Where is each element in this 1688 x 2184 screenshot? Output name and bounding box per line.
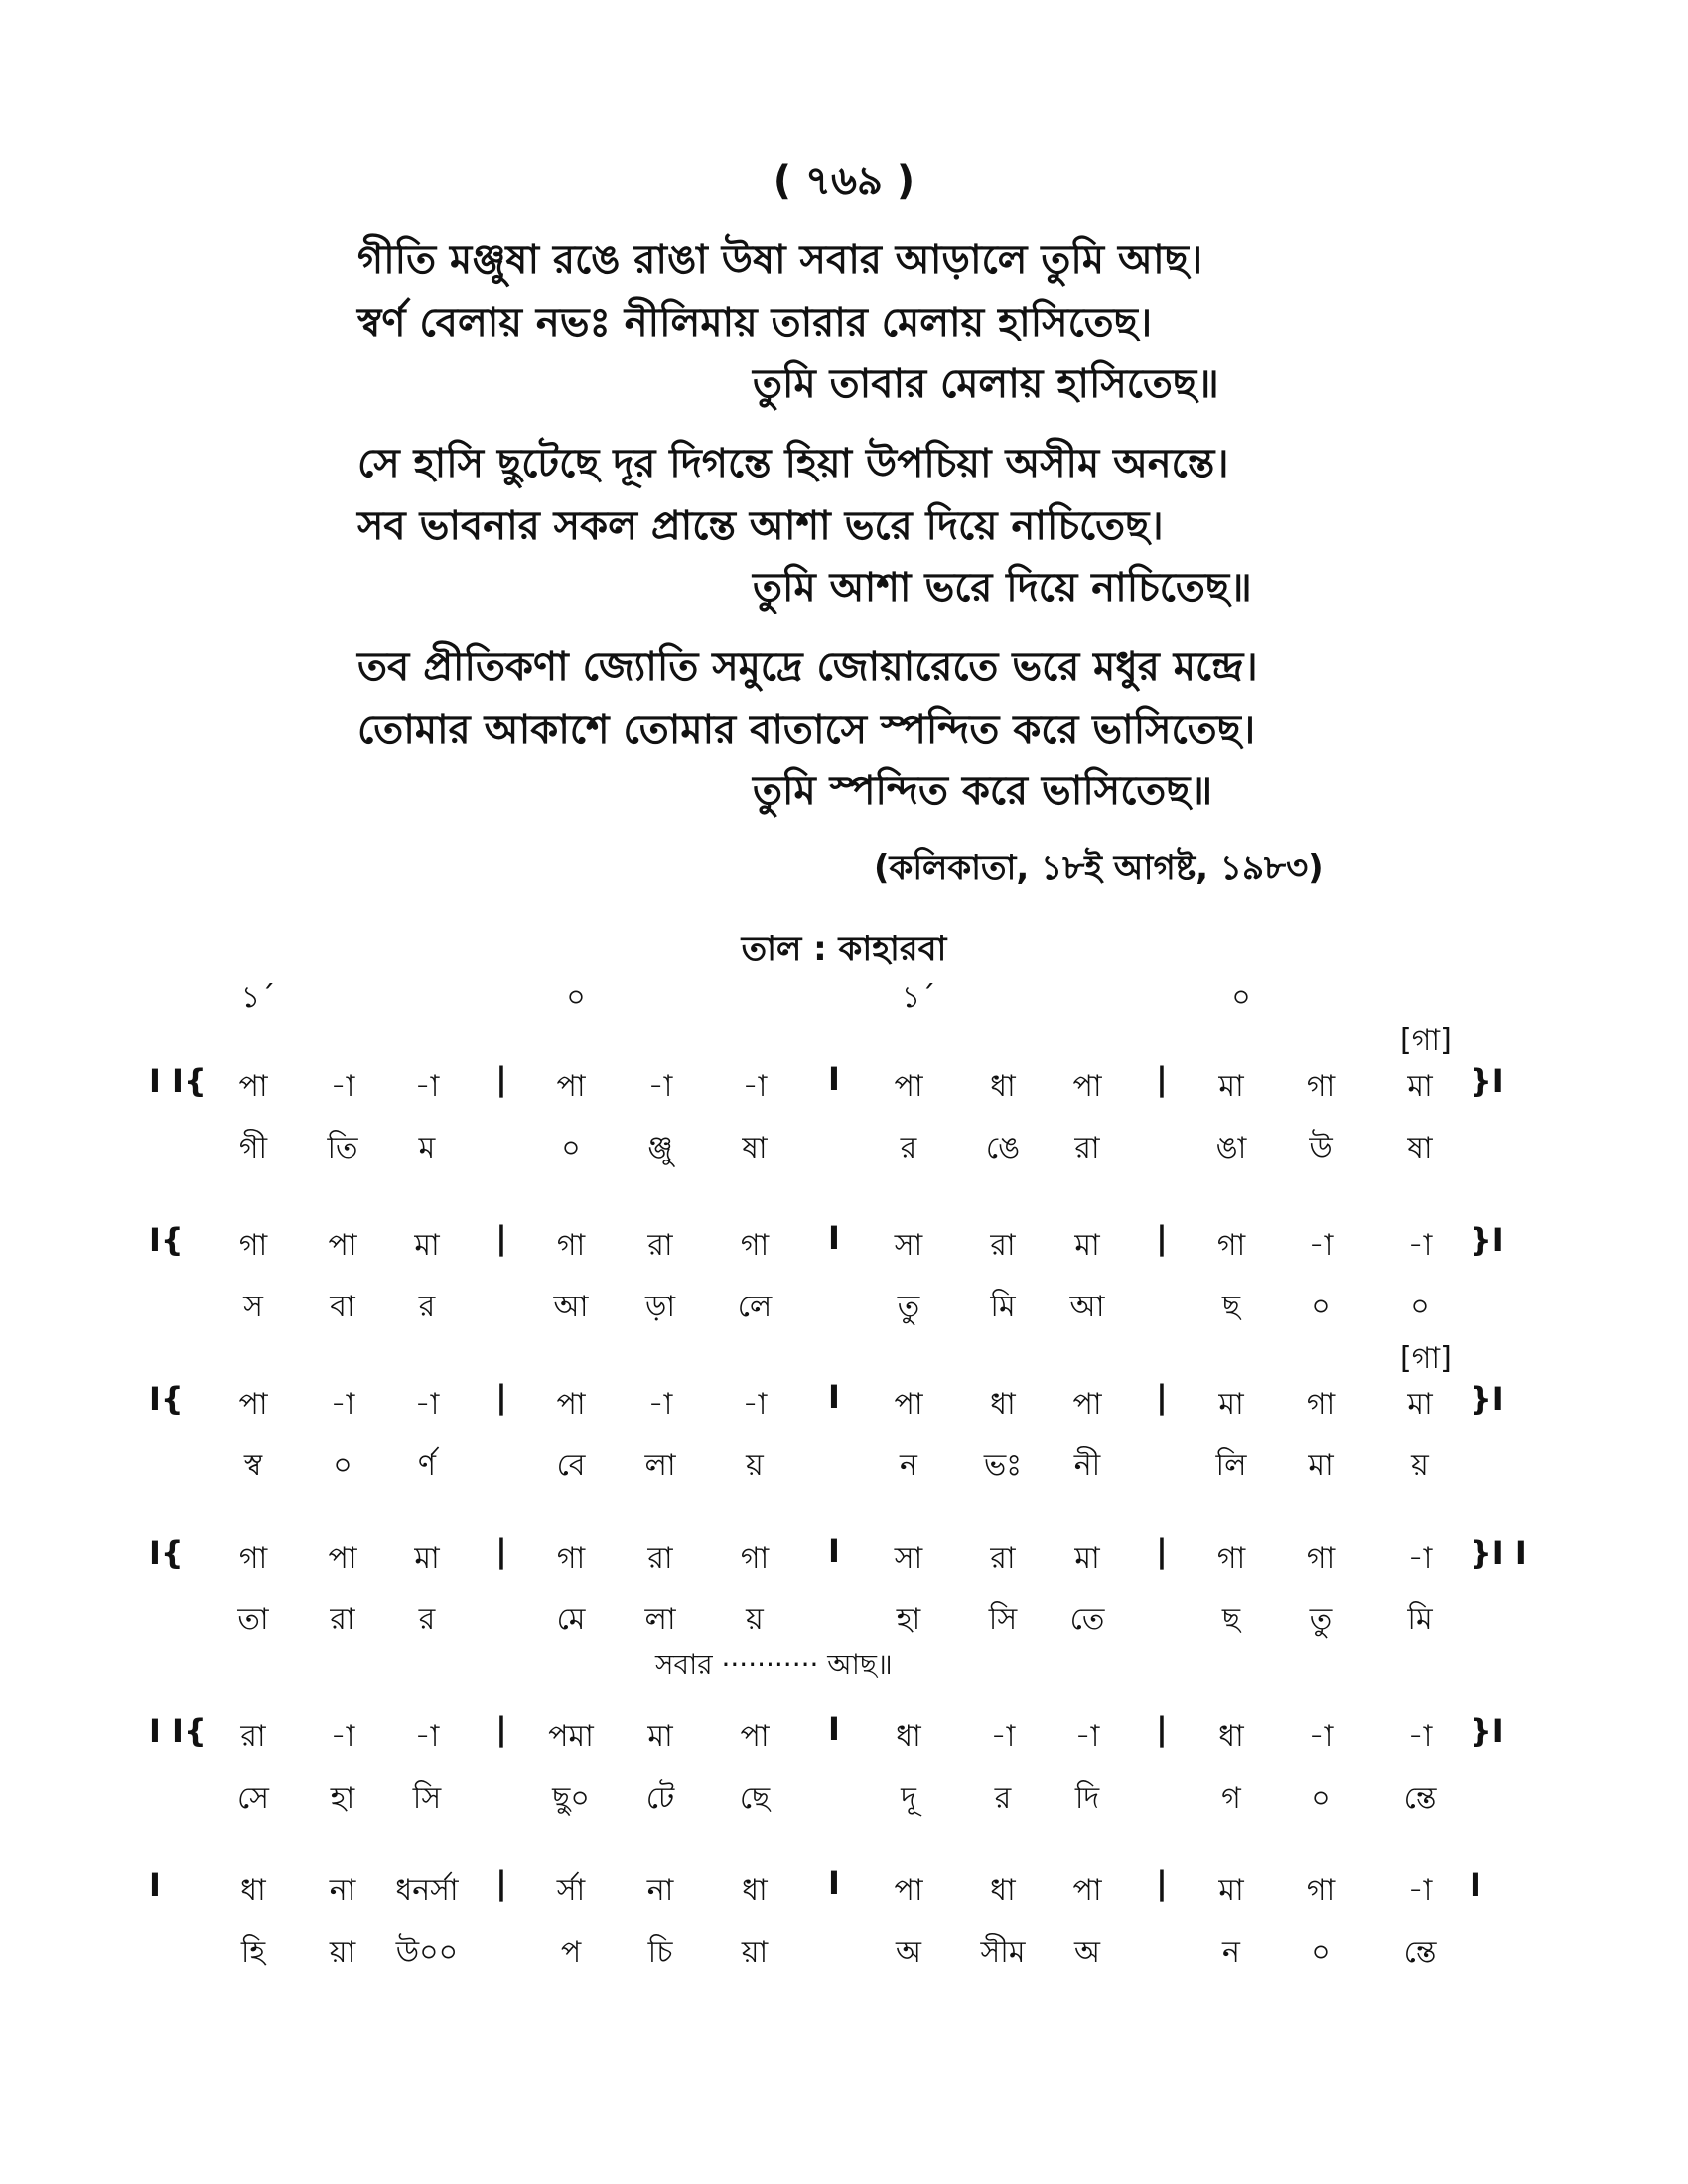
lyric-cell: অ	[896, 1935, 921, 1970]
lyric-cell: ষা	[1407, 1131, 1433, 1165]
note-cell: -া	[1308, 1719, 1334, 1754]
lyric-cell: র	[994, 1781, 1012, 1816]
note-cell: -া	[990, 1719, 1016, 1754]
note-cell: গা	[740, 1541, 770, 1575]
lyric-cell: ভঃ	[983, 1448, 1023, 1483]
note-cell: পা	[1072, 1069, 1102, 1104]
lyric-cell: চি	[647, 1935, 673, 1970]
lyric-cell: ন্তে	[1403, 1935, 1437, 1970]
stanza-3-refrain: তুমি স্পন্দিত করে ভাসিতেছ॥	[753, 768, 1213, 814]
lyric-cell: হি	[240, 1935, 266, 1970]
tala-heading: তাল : কাহারবা	[741, 929, 947, 969]
lyric-cell: উ	[1309, 1131, 1333, 1165]
lyric-cell: ঙে	[985, 1131, 1021, 1165]
note-cell: রা	[647, 1541, 673, 1575]
lyric-cell: ন্তে	[1403, 1781, 1437, 1816]
bar-divider: |	[1156, 1532, 1168, 1570]
bar-divider: I	[828, 1060, 840, 1098]
note-cell: গা	[1306, 1873, 1336, 1908]
note-cell: -া	[414, 1069, 440, 1104]
note-cell: না	[329, 1873, 356, 1908]
lyric-cell: সি	[988, 1602, 1018, 1637]
lyric-cell: টে	[645, 1781, 675, 1816]
lyric-cell: য়	[746, 1602, 764, 1637]
lyric-cell: য়	[746, 1448, 764, 1483]
lyric-cell: র	[418, 1290, 436, 1324]
note-cell: গা	[238, 1541, 268, 1575]
lyric-cell: প	[560, 1935, 582, 1970]
note-cell: -া	[330, 1387, 355, 1422]
note-cell: মা	[1074, 1541, 1100, 1575]
bar-divider: |	[495, 1532, 507, 1570]
note-cell: -া	[647, 1069, 673, 1104]
lyric-cell: ষা	[742, 1131, 768, 1165]
lyric-cell: ঙা	[1215, 1131, 1247, 1165]
note-cell: ধনর্সা	[395, 1873, 459, 1908]
lyric-cell: ছ	[1221, 1290, 1241, 1324]
notation-end-mark: }I	[1470, 1380, 1504, 1418]
notation-start-mark: I{	[149, 1380, 184, 1418]
note-cell: না	[646, 1873, 674, 1908]
note-cell: পা	[238, 1387, 268, 1422]
note-cell: পা	[894, 1069, 923, 1104]
note-cell: -া	[1074, 1719, 1100, 1754]
note-cell: -া	[742, 1069, 768, 1104]
lyric-cell: উ০০	[395, 1935, 459, 1970]
note-cell: গা	[556, 1541, 586, 1575]
note-cell: পা	[238, 1069, 268, 1104]
note-cell: মা	[1218, 1387, 1244, 1422]
stanza-2-line-1: সে হাসি ছুটেছে দূর দিগন্তে হিয়া উপচিয়া অসীম অনন্তে।	[357, 441, 1229, 486]
note-cell: -া	[1407, 1228, 1433, 1263]
stanza-2-line-2: সব ভাবনার সকল প্রান্তে আশা ভরে দিয়ে নাচিতেছ।	[357, 503, 1164, 549]
note-cell: মা	[1218, 1873, 1244, 1908]
notation-end-mark: I	[1470, 1866, 1481, 1904]
notation-end-mark: }I I	[1470, 1534, 1527, 1571]
lyric-cell: বা	[330, 1290, 355, 1324]
lyric-cell: তু	[897, 1290, 920, 1324]
notation-start-mark: I	[149, 1866, 161, 1904]
note-cell: রা	[990, 1228, 1016, 1263]
stanza-3-line-2: তোমার আকাশে তোমার বাতাসে স্পন্দিত করে ভাসিতেছ।	[357, 707, 1256, 752]
bar-divider: |	[495, 1378, 507, 1416]
notation-end-mark: }I	[1470, 1221, 1504, 1259]
lyric-cell: র্ণ	[417, 1448, 437, 1483]
lyric-cell: স	[243, 1290, 263, 1324]
note-cell: সা	[894, 1228, 923, 1263]
lyric-cell: আ	[553, 1290, 589, 1324]
note-cell: গা	[1216, 1228, 1246, 1263]
lyric-cell: দি	[1074, 1781, 1100, 1816]
note-cell: রা	[240, 1719, 266, 1754]
lyric-cell: ০	[1311, 1290, 1331, 1324]
lyric-cell: তে	[1069, 1602, 1105, 1637]
lyric-cell: মি	[1407, 1602, 1433, 1637]
bar-divider: |	[1156, 1060, 1168, 1098]
beat-mark-1: ১´	[240, 980, 276, 1015]
lyric-cell: মি	[990, 1290, 1016, 1324]
lyric-cell: ০	[1311, 1781, 1331, 1816]
lyric-cell: গ	[1221, 1781, 1241, 1816]
note-cell: মা	[1407, 1069, 1433, 1104]
note-cell: গা	[740, 1228, 770, 1263]
bar-divider: I	[828, 1219, 840, 1257]
notation-start-mark: I I{	[149, 1062, 207, 1100]
bar-divider: I	[828, 1710, 840, 1748]
note-cell: -া	[1407, 1541, 1433, 1575]
lyric-cell: ০	[333, 1448, 352, 1483]
lyric-cell: দূ	[901, 1781, 916, 1816]
note-cell: ধা	[990, 1069, 1016, 1104]
lyric-cell: ম	[418, 1131, 436, 1165]
stanza-3-line-1: তব প্রীতিকণা জ্যোতি সমুদ্রে জোয়ারেতে ভরে মধুর মন্দ্রে।	[357, 644, 1258, 690]
note-cell: ধা	[990, 1873, 1016, 1908]
bar-divider: |	[1156, 1864, 1168, 1902]
lyric-cell: লা	[644, 1448, 676, 1483]
note-cell: মা	[647, 1719, 673, 1754]
note-cell: -া	[1407, 1719, 1433, 1754]
stanza-2-refrain: তুমি আশা ভরে দিয়ে নাচিতেছ॥	[753, 565, 1252, 611]
bar-divider: |	[495, 1864, 507, 1902]
note-cell: পা	[328, 1228, 357, 1263]
notation-over-note: [গা]	[1400, 1024, 1452, 1058]
bar-divider: |	[495, 1060, 507, 1098]
lyric-cell: সি	[412, 1781, 442, 1816]
bar-divider: |	[495, 1219, 507, 1257]
lyric-cell: সীম	[980, 1935, 1026, 1970]
lyric-cell: ড়া	[644, 1290, 676, 1324]
note-cell: গা	[238, 1228, 268, 1263]
note-cell: -া	[1407, 1873, 1433, 1908]
lyric-cell: গী	[238, 1131, 268, 1165]
bar-divider: I	[828, 1378, 840, 1416]
note-cell: ধা	[990, 1387, 1016, 1422]
note-cell: -া	[414, 1387, 440, 1422]
lyric-cell: ০	[1311, 1935, 1331, 1970]
lyric-cell: নী	[1073, 1448, 1101, 1483]
lyric-cell: স্ব	[243, 1448, 263, 1483]
bar-divider: |	[495, 1710, 507, 1748]
note-cell: মা	[1218, 1069, 1244, 1104]
notation-start-mark: I{	[149, 1221, 184, 1259]
note-cell: ধা	[1218, 1719, 1244, 1754]
note-cell: -া	[742, 1387, 768, 1422]
note-cell: পা	[556, 1387, 586, 1422]
lyric-cell: মা	[1308, 1448, 1334, 1483]
note-cell: গা	[556, 1228, 586, 1263]
bar-divider: I	[828, 1864, 840, 1902]
lyric-cell: তি	[327, 1131, 358, 1165]
lyric-cell: আ	[1069, 1290, 1105, 1324]
lyric-cell: হা	[896, 1602, 921, 1637]
lyric-cell: য়	[1411, 1448, 1429, 1483]
note-cell: র্সা	[556, 1873, 586, 1908]
note-cell: পা	[328, 1541, 357, 1575]
bar-divider: |	[1156, 1219, 1168, 1257]
lyric-cell: মে	[556, 1602, 586, 1637]
note-cell: পা	[740, 1719, 770, 1754]
lyric-cell: রা	[1074, 1131, 1100, 1165]
lyric-cell: ০	[561, 1131, 581, 1165]
note-cell: পমা	[548, 1719, 594, 1754]
lyric-cell: ছু০	[552, 1781, 590, 1816]
note-cell: গা	[1306, 1069, 1336, 1104]
notation-end-mark: }I	[1470, 1712, 1504, 1750]
note-cell: রা	[647, 1228, 673, 1263]
note-cell: ধা	[240, 1873, 266, 1908]
note-cell: ধা	[896, 1719, 921, 1754]
bar-divider: |	[1156, 1378, 1168, 1416]
place-date: (কলিকাতা, ১৮ই আগষ্ট, ১৯৮৩)	[874, 848, 1324, 887]
stanza-1-line-2: স্বর্ণ বেলায় নভঃ নীলিমায় তারার মেলায় হাসিতেছ।	[357, 300, 1153, 345]
lyric-cell: বে	[556, 1448, 586, 1483]
notation-footnote: সবার ··········· আছ॥	[655, 1648, 893, 1681]
note-cell: পা	[556, 1069, 586, 1104]
note-cell: সা	[894, 1541, 923, 1575]
stanza-1-refrain: তুমি তাবার মেলায় হাসিতেছ॥	[753, 361, 1219, 407]
lyric-cell: তা	[237, 1602, 269, 1637]
lyric-cell: ঞ্জু	[647, 1131, 673, 1165]
note-cell: গা	[1216, 1541, 1246, 1575]
note-cell: মা	[414, 1541, 440, 1575]
lyric-cell: রা	[330, 1602, 355, 1637]
note-cell: পা	[1072, 1873, 1102, 1908]
notation-start-mark: I I{	[149, 1712, 207, 1750]
bar-divider: I	[828, 1532, 840, 1570]
bar-divider: |	[1156, 1710, 1168, 1748]
note-cell: -া	[330, 1719, 355, 1754]
lyric-cell: লা	[644, 1602, 676, 1637]
note-cell: ধা	[742, 1873, 768, 1908]
lyric-cell: ছ	[1221, 1602, 1241, 1637]
note-cell: -া	[414, 1719, 440, 1754]
note-cell: মা	[1407, 1387, 1433, 1422]
note-cell: গা	[1306, 1387, 1336, 1422]
lyric-cell: সে	[237, 1781, 269, 1816]
note-cell: -া	[1308, 1228, 1334, 1263]
note-cell: মা	[414, 1228, 440, 1263]
note-cell: রা	[990, 1541, 1016, 1575]
lyric-cell: তু	[1309, 1602, 1333, 1637]
note-cell: গা	[1306, 1541, 1336, 1575]
lyric-cell: লি	[1215, 1448, 1247, 1483]
beat-mark-3: ১´	[901, 980, 936, 1015]
note-cell: মা	[1074, 1228, 1100, 1263]
beat-mark-2: ০	[566, 980, 586, 1015]
note-cell: পা	[1072, 1387, 1102, 1422]
note-cell: পা	[894, 1873, 923, 1908]
lyric-cell: র	[900, 1131, 917, 1165]
lyric-cell: ০	[1410, 1290, 1430, 1324]
beat-mark-4: ০	[1231, 980, 1251, 1015]
lyric-cell: অ	[1074, 1935, 1100, 1970]
notation-over-note: [গা]	[1400, 1341, 1452, 1376]
lyric-cell: লে	[737, 1290, 773, 1324]
page-number: ( ৭৬৯ )	[773, 158, 915, 204]
lyric-cell: হা	[330, 1781, 355, 1816]
note-cell: পা	[894, 1387, 923, 1422]
lyric-cell: ন	[900, 1448, 917, 1483]
lyric-cell: ন	[1222, 1935, 1240, 1970]
lyric-cell: ছে	[739, 1781, 771, 1816]
note-cell: -া	[647, 1387, 673, 1422]
lyric-cell: র	[418, 1602, 436, 1637]
notation-start-mark: I{	[149, 1534, 184, 1571]
lyric-cell: য়া	[329, 1935, 356, 1970]
lyric-cell: য়া	[741, 1935, 769, 1970]
notation-end-mark: }I	[1470, 1062, 1504, 1100]
stanza-1-line-1: গীতি মঞ্জুষা রঙে রাঙা উষা সবার আড়ালে তুমি আছ।	[357, 237, 1203, 283]
note-cell: -া	[330, 1069, 355, 1104]
